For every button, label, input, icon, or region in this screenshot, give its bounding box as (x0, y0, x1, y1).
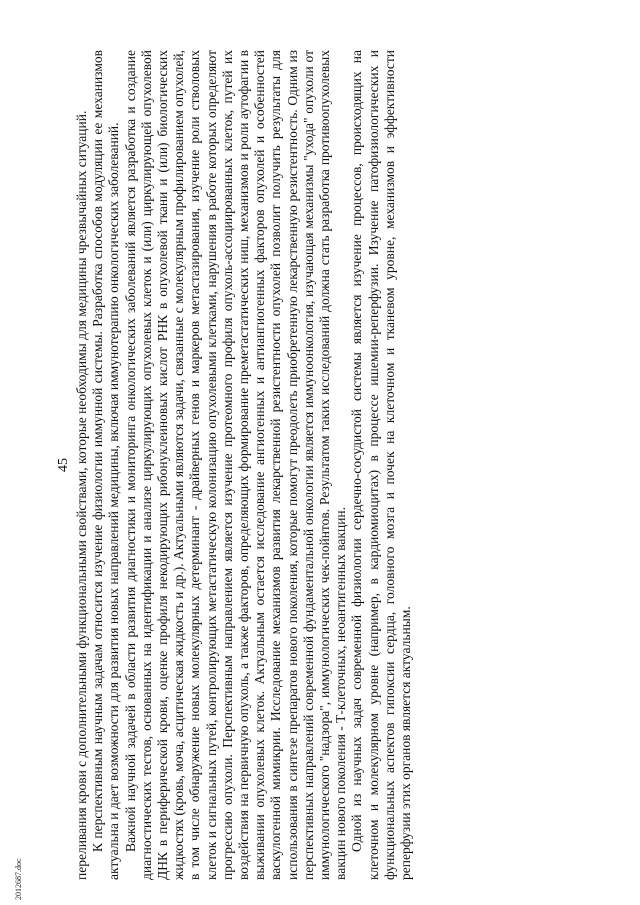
paragraph-1: переливания крови с дополнительными функциональными свойствами, которые необходимы для медицины чрезвычайных ситуаций. (74, 110, 89, 880)
footer-filename: 2012687.doc (14, 858, 23, 900)
rotated-page-content (48, 50, 608, 880)
page-number: 45 (56, 458, 71, 472)
document-body (74, 50, 604, 880)
paragraph-3: Важной научной задачей в области развития диагностики и мониторинга онкологических заболеваний является разработка и создание диагностических тестов, основанных на идентификации и анализе циркулирующих опухолевых клеток и (или) циркулирующей опухолевой ДНК в периферической крови, оценке профиля некодирующих рибонуклеиновых кислот РНК в опухолевой ткани и (или) биологических жидкостях (кровь, моча, асцитическая жидкость и др.). Актуальными являются задачи, связанные с молекулярным профилированием опухолей, в том числе обнаружение новых молекулярных детерминант - драйверных генов и маркеров метастазирования, изучение роли стволовых клеток и сигнальных путей, контролирующих метастатическую колонизацию опухолевыми клетками, нарушения в работе которых определяют прогрессию опухоли. Перспективным направлением является изучение протеомного профиля опухоль-ассоциированных клеток, путей их воздействия на первичную опухоль, а также факторов, определяющих формирование преметастатических ниш, механизмов и роли аутофагии в выживании опухолевых клеток. Актуальным остается исследование ангиогенных и антиангиогенных факторов опухолей и особенностей васкулогенной мимикрии. Исследование механизмов развития лекарственной резистентности опухолей позволит получить результаты для использования в синтезе препаратов нового поколения, которые помогут преодолеть приобретенную лекарственную резистентность. Одним из перспективных направлений современной фундаментальной онкологии является иммуноонкология, изучающая механизмы "ухода" опухоли от иммунологического "надзора", иммунологических чек-пойнтов. Результатом таких исследований должна стать разработка противоопухолевых вакцин нового поколения - Т-клеточных, неоантигенных вакцин. (122, 50, 349, 880)
paragraph-2: К перспективным научным задачам относится изучение физиологии иммунной системы. Разработка способов модуляции ее механизмов актуальна и дает возможности для развития новых направлений медицины, включая иммунотерапию онкологических заболеваний. (90, 50, 122, 880)
paragraph-4: Одной из научных задач современной физиологии сердечно-сосудистой системы является изучение процессов, происходящих на клеточном и молекулярном уровне (например, в кардиомиоцитах) в процессе ишемии-реперфузии. Изучение патофизиологических и функциональных аспектов гипоксии сердца, головного мозга и почек на клеточном и тканевом уровне, механизмов и эффективности реперфузии этих органов является актуальным. (349, 50, 414, 880)
